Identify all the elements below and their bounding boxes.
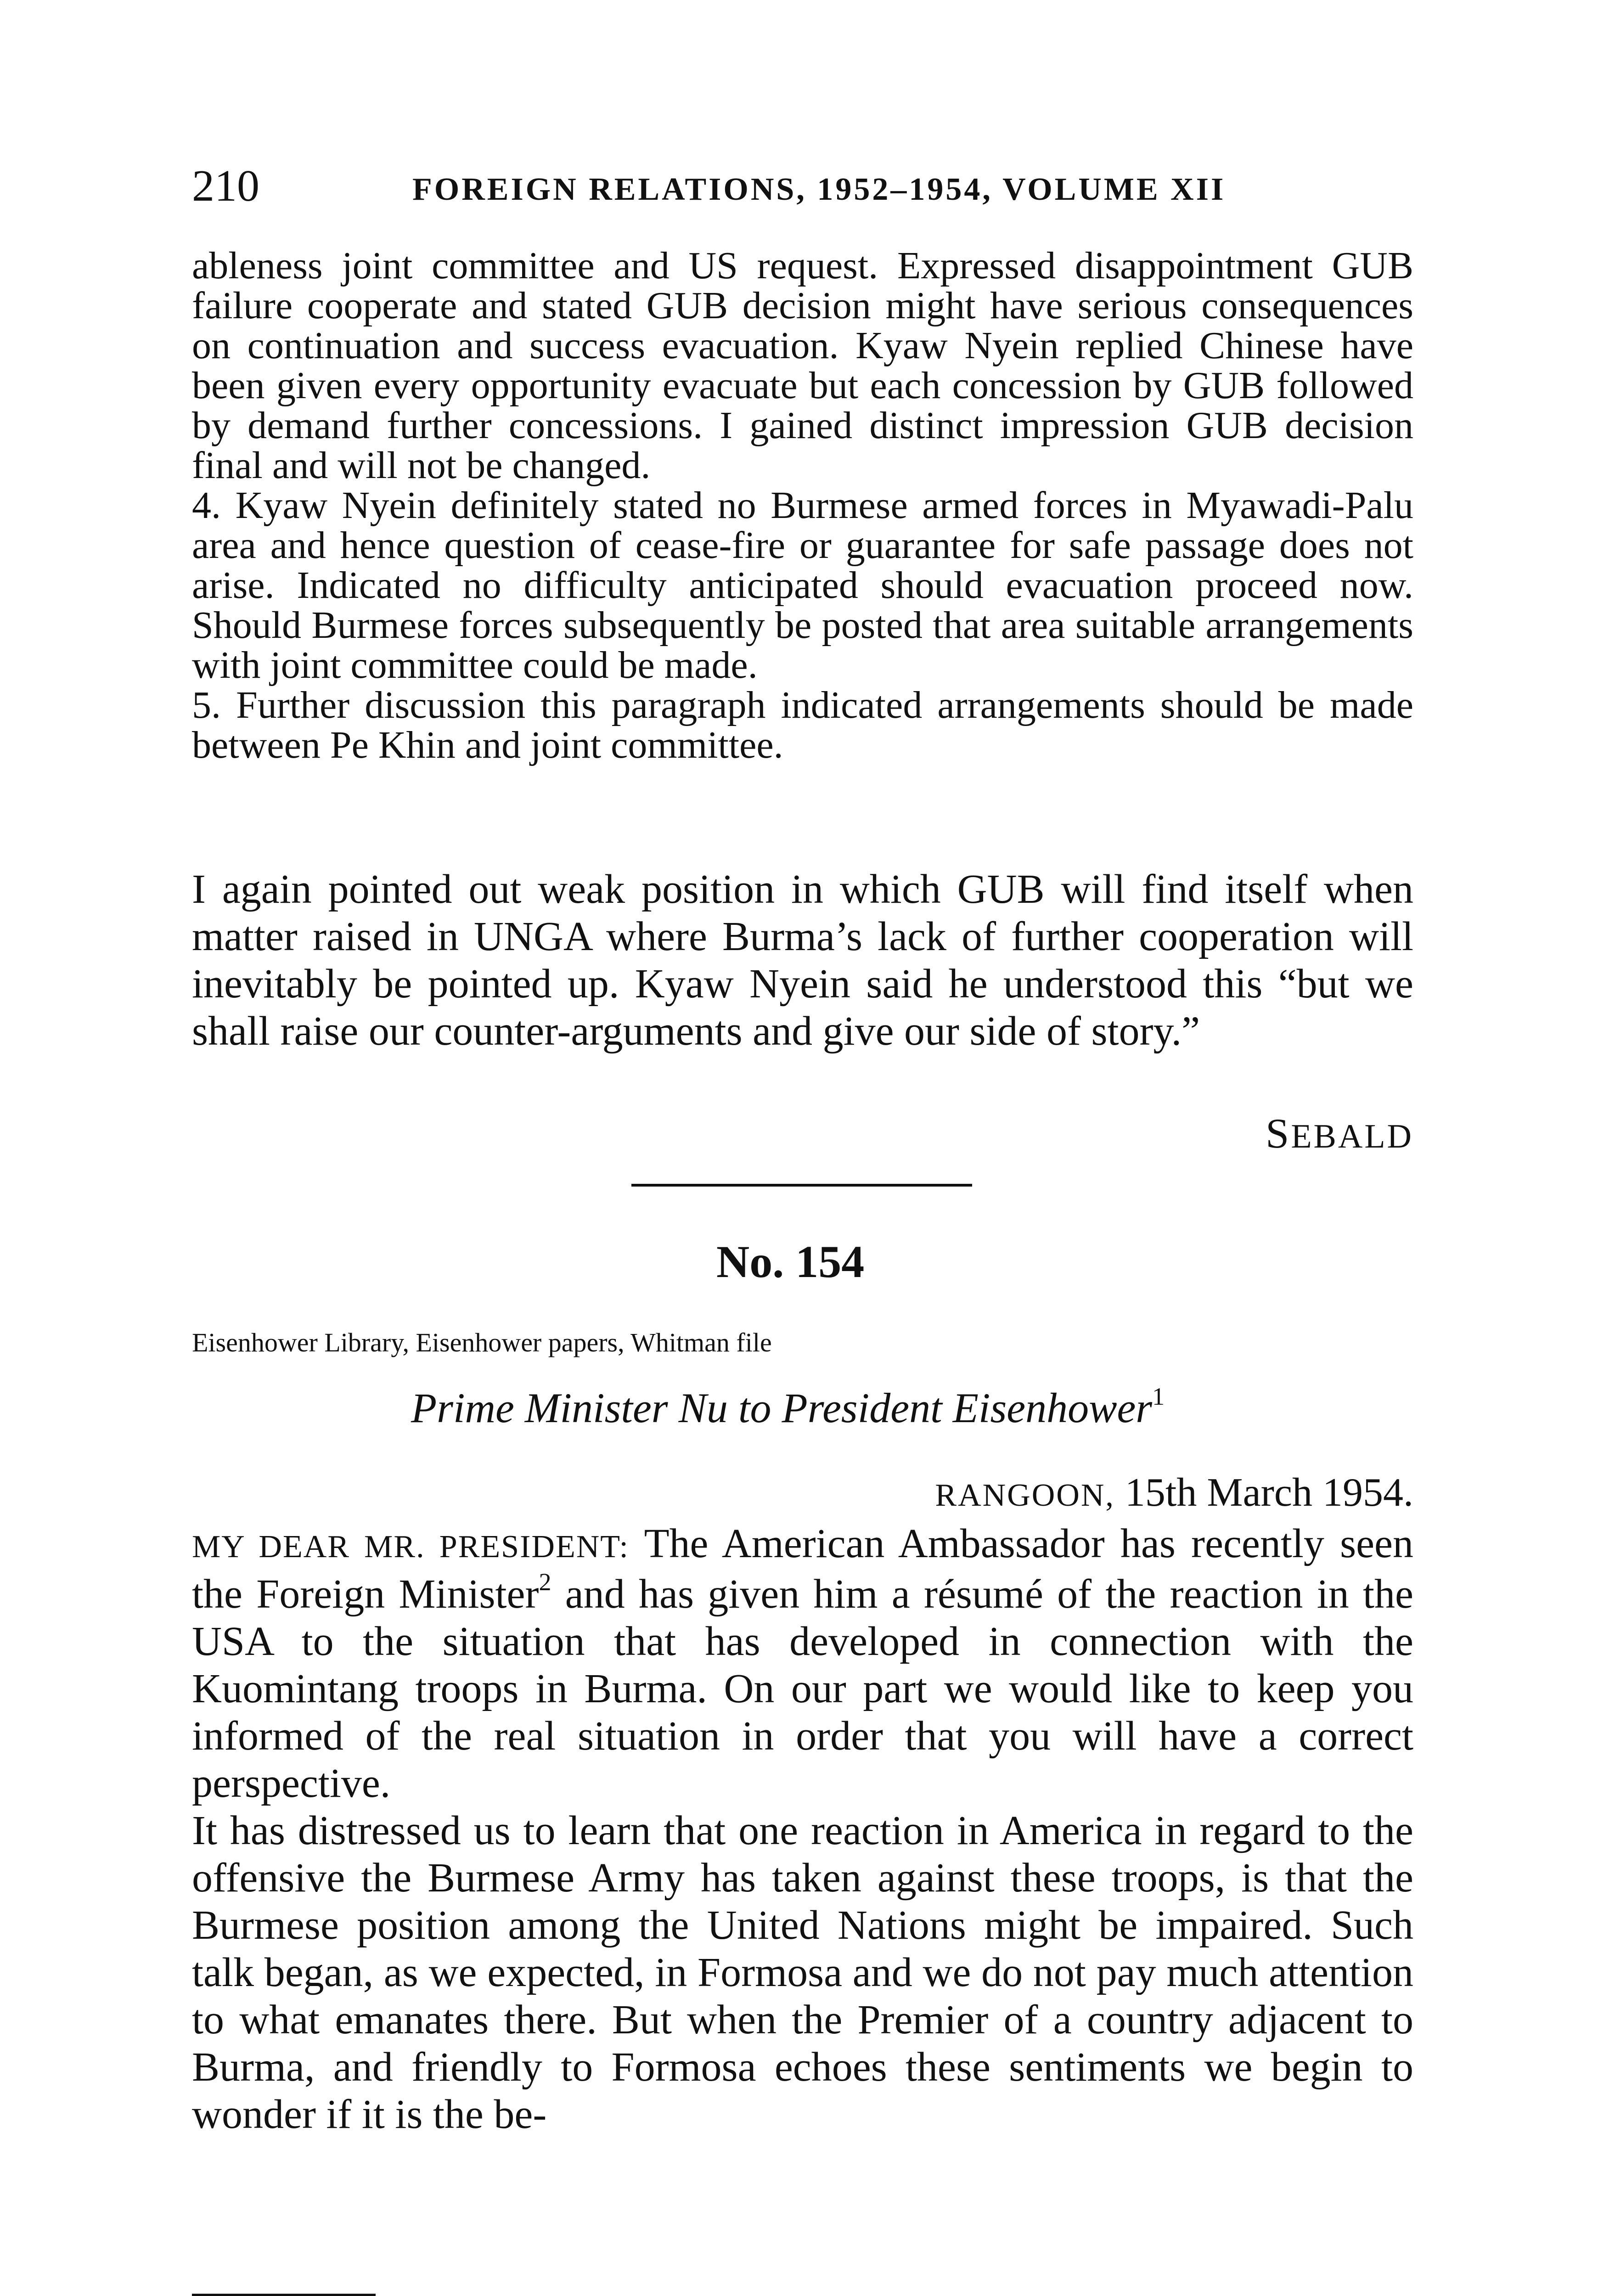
letter-paragraph-2: It has distressed us to learn that one reaction in America in regard to the offensive the Burmese Army has taken against these troops, is that the Burmese position among the United Nations might be impaired. Such talk began, as we expected, in Formosa and we do not pay much attention to what emanates there. But when the Premier of a country adjacent to Burma, and friendly to Formosa echoes these sentiments we begin to wonder if it is the be- xyxy=(192,1808,1413,2137)
page-number: 210 xyxy=(192,161,259,211)
closing-paragraph: I again pointed out weak position in which GUB will find itself when matter raised in UNGA where Burma’s lack of further cooperation will inevitably be pointed up. Kyaw Nyein said he understood this “but we shall raise our counter-arguments and give our side of story.” xyxy=(192,867,1413,1054)
dateline-place: RANGOON, xyxy=(935,1478,1115,1513)
page-header xyxy=(192,158,1413,223)
closing-text xyxy=(192,866,1413,1055)
letter-paragraph-1-a: The American Ambassador has recently seen the Foreign Minister xyxy=(192,1521,1413,1617)
letter-text xyxy=(192,1520,1413,2138)
document-title-text: Prime Minister Nu to President Eisenhower xyxy=(411,1384,1153,1431)
footnote-rule xyxy=(192,2294,376,2296)
salutation: MY DEAR MR. PRESIDENT: xyxy=(192,1529,629,1564)
footnote-ref-1[interactable]: 1 xyxy=(1152,1383,1165,1410)
section-divider xyxy=(631,1184,972,1187)
telegram-paragraph-5: 5. Further discussion this paragraph indicated arrangements should be made between Pe Khin and joint committee. xyxy=(192,684,1413,766)
telegram-paragraph-4: 4. Kyaw Nyein definitely stated no Burmese armed forces in Myawadi-Palu area and hence question of cease-fire or guarantee for safe passage does not arise. Indicated no difficulty anticipated should evacuation proceed now. Should Burmese forces subsequently be posted that area suitable arrangements with joint committee could be made. xyxy=(192,484,1413,687)
dateline xyxy=(935,1469,1413,1516)
signature: SEBALD xyxy=(1266,1110,1413,1157)
footnote-ref-2[interactable]: 2 xyxy=(539,1568,551,1596)
letter-paragraph-1 xyxy=(192,1520,1413,1807)
running-head: FOREIGN RELATIONS, 1952–1954, VOLUME XII xyxy=(412,172,1226,207)
document-title xyxy=(411,1382,1165,1432)
dateline-date: 15th March 1954. xyxy=(1125,1470,1413,1515)
document-source: Eisenhower Library, Eisenhower papers, Whitman file xyxy=(192,1328,772,1357)
letter-paragraph-1-b: and has given him a résumé of the reaction in the USA to the situation that has developed in connection with the Kuomintang troops in Burma. On our part we would like to keep you informed of the real situation in order that you will have a correct perspective. xyxy=(192,1571,1413,1806)
document-number: No. 154 xyxy=(716,1236,865,1287)
telegram-paragraph-continued: ableness joint committee and US request. Expressed disappointment GUB failure cooperate and stated GUB decision might have serious consequences on continuation and success evacuation. Kyaw Nyein replied Chinese have been given every opportunity evacuate but each concession by GUB followed by demand further concessions. I gained distinct impression GUB decision final and will not be changed. xyxy=(192,244,1413,487)
telegram-text xyxy=(192,246,1413,765)
